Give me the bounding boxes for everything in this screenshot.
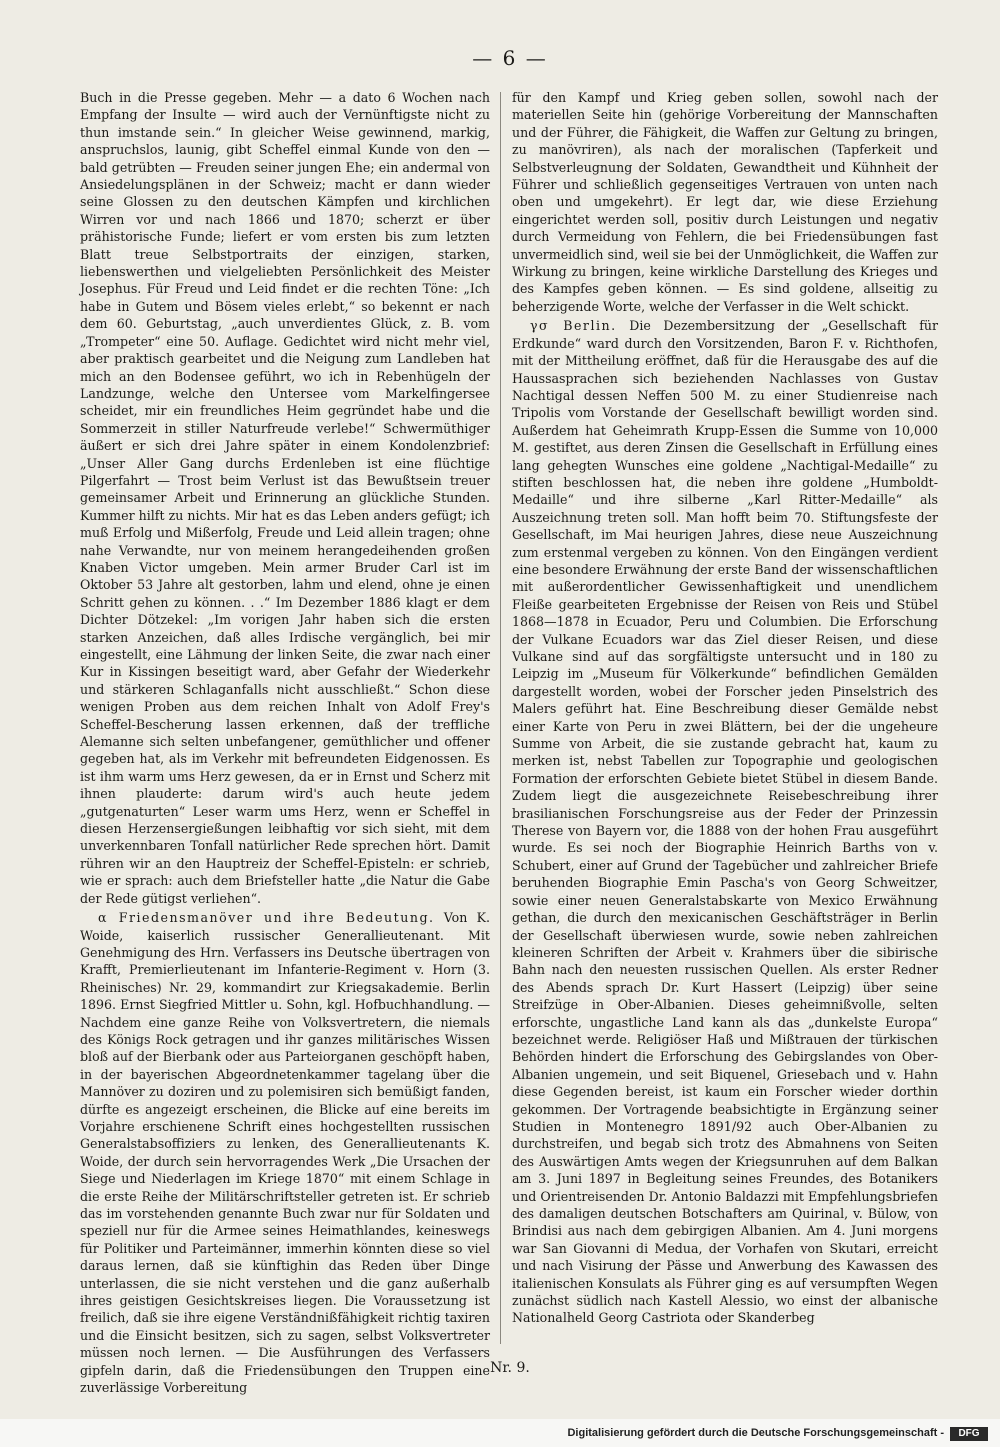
right-column [512, 89, 938, 1327]
review-heading: α Friedensmanöver und ihre Bedeutung. [98, 910, 435, 926]
left-column [80, 89, 490, 1396]
column-divider [500, 92, 501, 1344]
report-heading: γσ Berlin. [530, 318, 617, 334]
report-paragraph [512, 317, 938, 1327]
dfg-logo: DFG [950, 1427, 988, 1441]
article-paragraph: Buch in die Presse gegeben. Mehr — a dato 6 Wochen nach Empfang der Insulte — wird auch der Vernünftigste nicht zu thun imstande sein.“ In gleicher Weise gewinnend, markig, anspruchslos, launig, gibt Scheffel einmal Kunde von den — bald getrübten — Freuden seiner jungen Ehe; ein andermal von Ansiedelungsplänen in der Schweiz; macht er dann wieder seine Glossen zu den deutschen Kämpfen und kirchlichen Wirren vor und nach 1866 und 1870; scherzt er über prähistorische Funde; liefert er vom ersten bis zum letzten Blatt treue Selbstportraits der einzigen, starken, liebenswerthen und vielgeliebten Persönlichkeit des Meister Josephus. Für Freud und Leid findet er die rechten Töne: „Ich habe in Gutem und Bösem vieles erlebt,“ so bekennt er nach dem 60. Geburtstag, „auch unverdientes Glück, z. B. vom „Trompeter“ eine 50. Auflage. Gedichtet wird nicht mehr viel, aber praktisch gearbeitet und die Neigung zum Landleben hat mich an den Bodensee geführt, wo ich in Rebenhügeln der Landzunge, welche den Untersee vom Markelfingersee scheidet, mir ein freundliches Heim gegründet habe und die Sommerzeit in stiller Naturfreude verlebe!“ Schwermüthiger äußert er sich drei Jahre später in einem Kondolenzbrief: „Unser Aller Gang durchs Erdenleben ist eine flüchtige Pilgerfahrt — Trost beim Verlust ist das Bewußtsein treuer gemeinsamer Arbeit und Erinnerung an glückliche Stunden. Kummer hilft zu nichts. Mir hat es das Leben anders gefügt; ich muß Erfolg und Mißerfolg, Freude und Leid allein tragen; ohne nahe Verwandte, nur von meinem herangedeihenden großen Knaben Victor umgeben. Mein armer Bruder Carl ist im Oktober 53 Jahre alt gestorben, lahm und elend, ohne je einen Schritt gehen zu können. . .“ Im Dezember 1886 klagt er dem Dichter Dötzekel: „Im vorigen Jahr haben sich die ersten starken Anzeichen, daß alles Irdische vergänglich, bei mir eingestellt, eine Lähmung der linken Seite, die zwar nach einer Kur in Kissingen beseitigt ward, aber Gefahr der Wiederkehr und stärkeren Schlaganfalls nicht ausschließt.“ Schon diese wenigen Proben aus dem reichen Inhalt von Adolf Frey's Scheffel-Bescherung lassen erkennen, daß der treffliche Alemanne sich selten unbefangener, gemüthlicher und offener gegeben hat, als im Verkehr mit befreundeten Eidgenossen. Es ist ihm warm ums Herz gewesen, da er in Ernst und Scherz mit ihnen plauderte: darum wird's auch heute jedem „gutgenaturten“ Leser warm ums Herz, wenn er Scheffel in diesen Herzensergießungen leibhaftig vor sich sieht, mit dem unverkennbaren Tonfall natürlicher Rede sprechen hört. Damit rühren wir an den Hauptreiz der Scheffel-Episteln: er schrieb, wie er sprach: auch dem Briefsteller hatte „die Natur die Gabe der Rede gütigst verliehen“. [80, 90, 490, 906]
review-continuation: für den Kampf und Krieg geben sollen, sowohl nach der materiellen Seite hin (gehörige Vorbereitung der Mannschaften und der Führer, die Fähigkeit, die Waffen zur Geltung zu bringen, zu manövriren), als nach der moralischen (Tapferkeit und Selbstverleugnung der Soldaten, Gewandtheit und Kühnheit der Führer und schließlich gegenseitiges Vertrauen von unten nach oben und umgekehrt). Er legt dar, wie diese Erziehung eingerichtet werden soll, positiv durch Leistungen und negativ durch Vermeidung von Fehlern, die bei Friedensübungen fast unvermeidlich sind, weil sie bei der Unmöglichkeit, die Waffen zur Wirkung zu bringen, keine wirkliche Darstellung des Krieges und des Kampfes geben können. — Es sind goldene, allseitig zu beherzigende Worte, welche der Verfasser in die Welt schickt. [512, 90, 938, 314]
issue-number: Nr. 9. [490, 1360, 530, 1376]
report-body: Die Dezembersitzung der „Gesellschaft für Erdkunde“ ward durch den Vorsitzenden, Baron F. v. Richthofen, mit der Mittheilung eröffnet, daß für die Herausgabe des auf die Haussasprachen sich beziehenden Nachlasses von Gustav Nachtigal dessen Neffen 500 M. zu einer Studienreise nach Tripolis vom Vorstande der Gesellschaft bewilligt worden sind. Außerdem hat Geheimrath Krupp-Essen die Summe von 10,000 M. gestiftet, aus deren Zinsen die Gesellschaft in Erfüllung eines lang gehegten Wunsches eine goldene „Nachtigal-Medaille“ zu stiften beschlossen hat, die neben ihre goldene „Humboldt-Medaille“ und ihre silberne „Karl Ritter-Medaille“ als Auszeichnung treten soll. Man hofft beim 70. Stiftungsfeste der Gesellschaft, im Mai heurigen Jahres, diese neue Auszeichnung zum erstenmal vergeben zu können. Von den Eingängen verdient eine besondere Erwähnung der erste Band der wissenschaftlichen mit außerordentlicher Gewissenhaftigkeit und unendlichem Fleiße gearbeiteten Ergebnisse der Reisen von Reis und Stübel 1868—1878 in Ecuador, Peru und Columbien. Die Erforschung der Vulkane Ecuadors war das Ziel dieser Reisen, und diese Vulkane sind auf das sorgfältigste untersucht und in 180 zu Leipzig im „Museum für Völkerkunde“ befindlichen Gemälden dargestellt worden, wobei der Forscher jeden Pinselstrich des Malers geführt hat. Eine Beschreibung dieser Gemälde nebst einer Karte von Peru in zwei Blättern, bei der die ungeheure Summe von Arbeit, die sie zustande gebracht hat, kaum zu merken ist, nebst Tabellen zur Topographie und geologischen Formation der erforschten Gebiete bietet Stübel in diesem Bande. Zudem liegt die ausgezeichnete Reisebeschreibung ihrer brasilianischen Forschungsreise aus der Feder der Prinzessin Therese von Bayern vor, die 1888 von der hohen Frau ausgeführt wurde. Es sei noch der Biographie Heinrich Barths von v. Schubert, einer auf Grund der Tagebücher und zahlreicher Briefe beruhenden Biographie Emin Pascha's von Georg Schweitzer, sowie einer neuen Generalstabskarte von Mexico Erwähnung gethan, die durch den mexicanischen Geschäftsträger in Berlin der Gesellschaft überwiesen wurde, sowie neben zahlreichen kleineren Schriften der Arbeit v. Krahmers über die sibirische Bahn nach den neuesten russischen Quellen. Als erster Redner des Abends sprach Dr. Kurt Hassert (Leipzig) über seine Streifzüge in Ober-Albanien. Dieses geheimnißvolle, selten erforschte, ungastliche Land kann als das „dunkelste Europa“ bezeichnet werde. Religiöser Haß und Mißtrauen der türkischen Behörden hindert die Erforschung des Gebirgslandes von Ober-Albanien ungemein, und seit Biquenel, Griesebach und v. Hahn diese Gegenden bereist, ist kaum ein Forscher wieder dorthin gekommen. Der Vortragende beabsichtigte in Ergänzung seiner Studien in Montenegro 1891/92 auch Ober-Albanien zu durchstreifen, und begab sich trotz des Abmahnens von Seiten des Auswärtigen Amts wegen der Kriegsunruhen auf dem Balkan am 3. Juni 1897 in Begleitung seines Freundes, des Botanikers und Orientreisenden Dr. Antonio Baldazzi mit Empfehlungsbriefen des damaligen deutschen Botschafters am Quirinal, v. Bülow, von Brindisi aus nach dem gebirgigen Albanien. Am 4. Juni morgens war San Giovanni di Medua, der Vorhafen von Skutari, erreicht und nach Visirung der Pässe und Anwerbung des Kawassen des italienischen Konsulats als Führer ging es auf versumpften Wegen zunächst südlich nach Kastell Alessio, wo einst der albanische Nationalheld Georg Castriota oder Skanderbeg [512, 318, 938, 1326]
review-body: Von K. Woide, kaiserlich russischer Generallieutenant. Mit Genehmigung des Hrn. Verfassers ins Deutsche übertragen von Krafft, Premierlieutenant im Infanterie-Regiment v. Horn (3. Rheinisches) Nr. 29, kommandirt zur Kriegsakademie. Berlin 1896. Ernst Siegfried Mittler u. Sohn, kgl. Hofbuchhandlung. — Nachdem eine ganze Reihe von Volksvertretern, die niemals des Königs Rock getragen und ihr ganzes militärisches Wissen bloß auf der Bierbank oder aus Parteiorganen geschöpft haben, in der bayerischen Abgeordnetenkammer tagelang über die Mannöver zu doziren und zu polemisiren sich bemüßigt fanden, dürfte es angezeigt erscheinen, die Blicke auf eine bereits im Vorjahre erschienene Schrift eines hochgestellten russischen Generalstabsoffiziers zu lenken, des Generallieutenants K. Woide, der durch sein hervorragendes Werk „Die Ursachen der Siege und Niederlagen im Kriege 1870“ mit einem Schlage in die erste Reihe der Militärschriftsteller getreten ist. Er schrieb das im vorstehenden genannte Buch zwar nur für Soldaten und speziell nur für die Armee seines Heimathlandes, keineswegs für Politiker und Parteimänner, immerhin könnten diese so viel daraus lernen, daß sie künftighin das Reden über Dinge unterlassen, die sie nicht verstehen und die ganz außerhalb ihres geistigen Gesichtskreises liegen. Die Voraussetzung ist freilich, daß sie ihre eigene Verständnißfähigkeit richtig taxiren und die Einsicht besitzen, sich zu sagen, selbst Volksvertreter müssen noch lernen. — Die Ausführungen des Verfassers gipfeln darin, daß die Friedensübungen den Truppen eine zuverlässige Vorbereitung [80, 910, 490, 1396]
footer-bar [0, 1419, 1000, 1447]
page-number: — 6 — [472, 46, 548, 70]
digitization-credit: Digitalisierung gefördert durch die Deutsche Forschungsgemeinschaft - [567, 1427, 944, 1439]
review-paragraph [80, 909, 490, 1396]
